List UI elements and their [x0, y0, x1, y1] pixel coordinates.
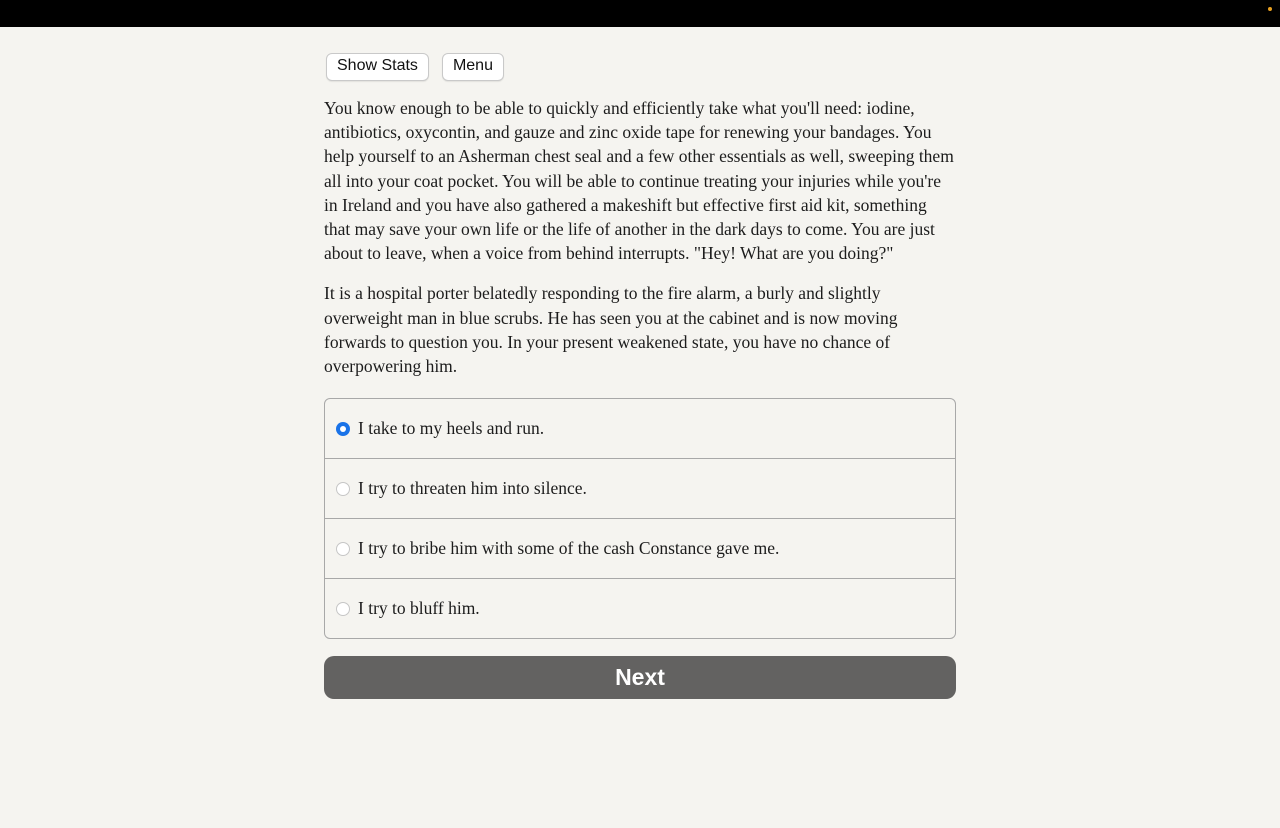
choice-option-threaten[interactable] [325, 458, 955, 518]
choice-option-bluff[interactable] [325, 578, 955, 638]
game-container [324, 53, 956, 699]
choice-label: I try to bluff him. [358, 598, 480, 619]
radio-selected-icon[interactable] [336, 422, 350, 436]
passage-paragraph: It is a hospital porter belatedly responding to the fire alarm, a burly and slightly overweight man in blue scrubs. He has seen you at the cabinet and is now moving forwards to question you. In your present weakened state, you have no chance of overpowering him. [324, 283, 898, 377]
passage-paragraph: You know enough to be able to quickly and efficiently take what you'll need: iodine, antibiotics, oxycontin, and gauze and zinc oxide tape for renewing your bandages. You help yourself to an Asherman chest seal and a few other essentials as well, sweeping them all into your coat pocket. You will be able to continue treating your injuries while you're in Ireland and you have also gathered a makeshift but effective first aid kit, something that may save your own life or the life of another in the dark days to come. You are just about to leave, when a voice from behind interrupts. "Hey! What are you doing?" [324, 98, 954, 264]
radio-unselected-icon[interactable] [336, 482, 350, 496]
story-passage [324, 96, 956, 378]
status-dot-icon [1268, 7, 1272, 11]
choice-label: I try to threaten him into silence. [358, 478, 587, 499]
radio-unselected-icon[interactable] [336, 602, 350, 616]
next-button[interactable]: Next [324, 656, 956, 699]
radio-unselected-icon[interactable] [336, 542, 350, 556]
choice-list [324, 398, 956, 639]
choice-label: I take to my heels and run. [358, 418, 545, 439]
toolbar [326, 53, 956, 79]
show-stats-button[interactable]: Show Stats [326, 53, 429, 81]
menu-button[interactable]: Menu [442, 53, 504, 81]
top-bar [0, 0, 1280, 27]
choice-label: I try to bribe him with some of the cash Constance gave me. [358, 538, 780, 559]
choice-option-bribe[interactable] [325, 518, 955, 578]
choice-option-run[interactable] [325, 399, 955, 458]
